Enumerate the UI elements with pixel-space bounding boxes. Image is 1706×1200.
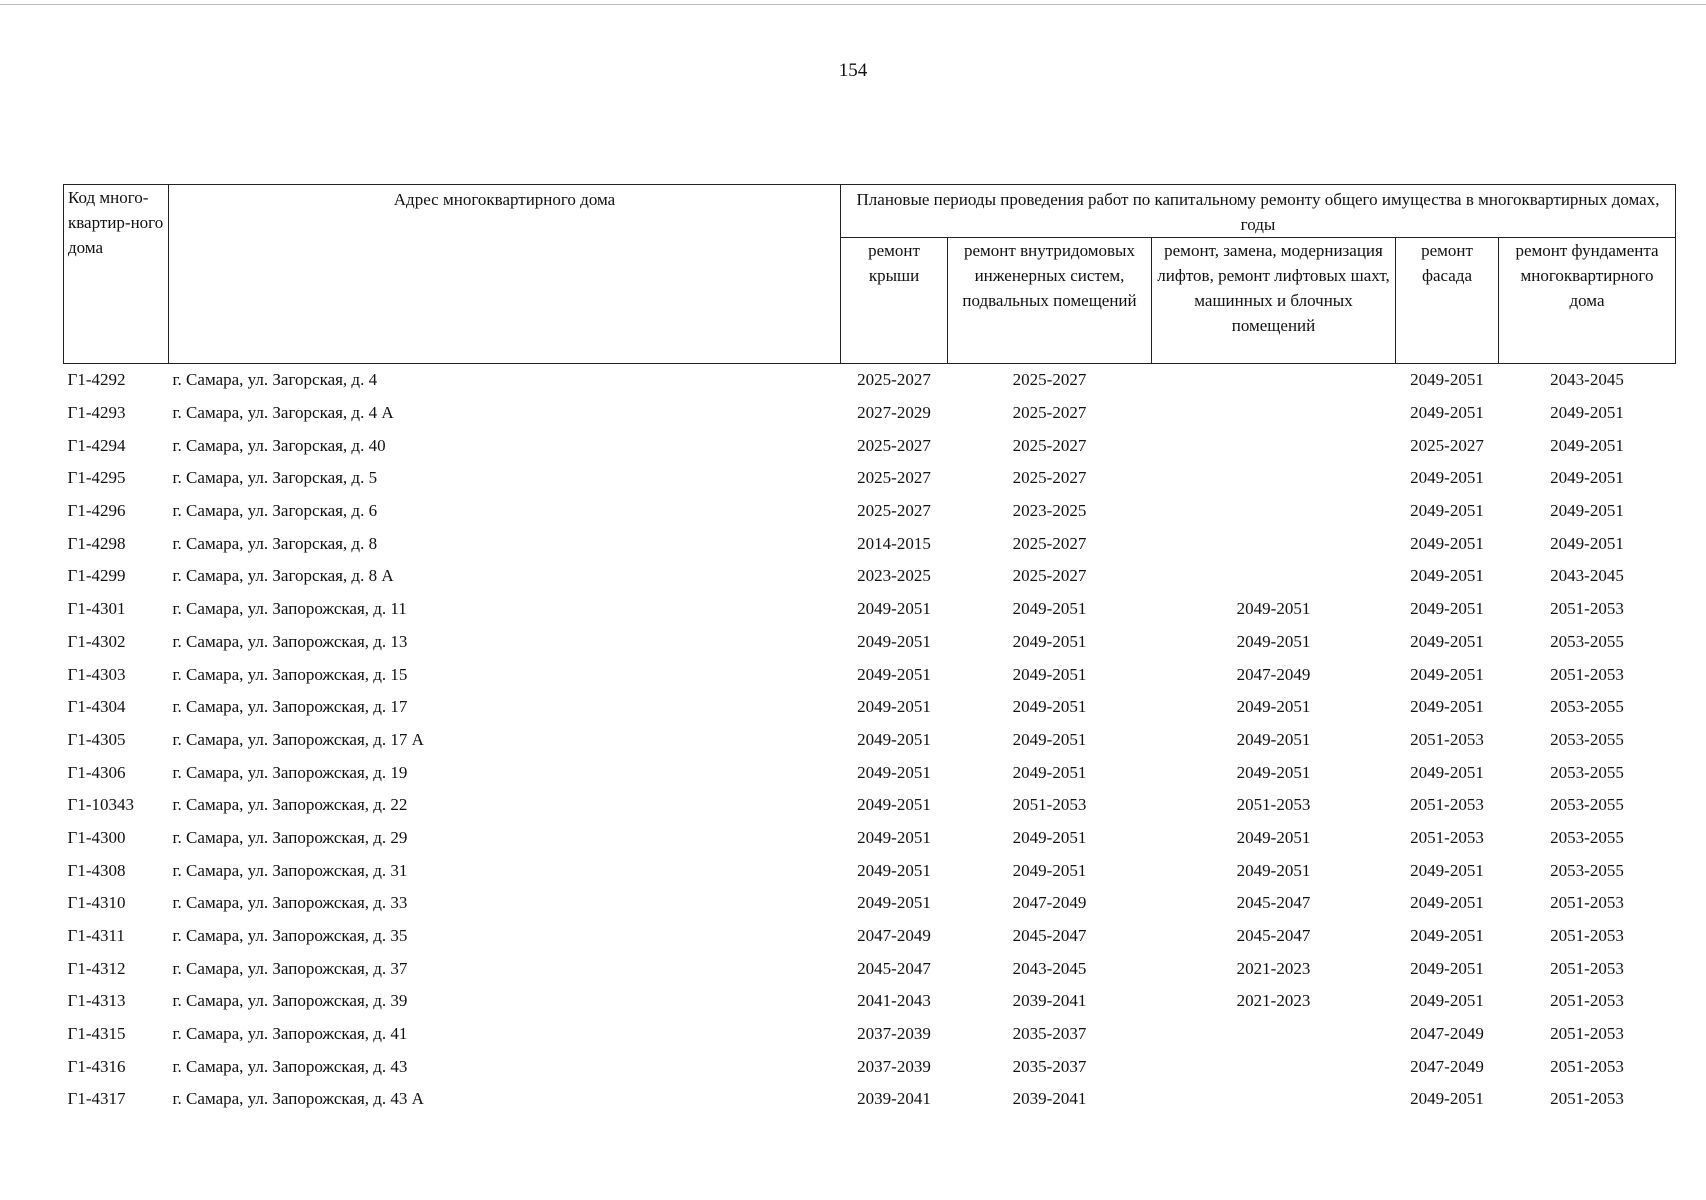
table-row <box>64 1050 1676 1083</box>
cell-address: г. Самара, ул. Загорская, д. 6 <box>172 501 378 521</box>
cell-address: г. Самара, ул. Запорожская, д. 43 <box>172 1056 408 1076</box>
cell-systems: 2025-2027 <box>1012 403 1087 423</box>
cell-lifts <box>1152 462 1396 495</box>
cell-systems: 2049-2051 <box>1012 631 1087 651</box>
cell-facade: 2049-2051 <box>1410 958 1484 978</box>
cell-lifts <box>1152 429 1396 462</box>
cell-address: г. Самара, ул. Загорская, д. 8 А <box>172 566 394 586</box>
cell-roof: 2049-2051 <box>857 729 931 749</box>
cell-lifts: 2045-2047 <box>1236 926 1311 946</box>
cell-code: Г1-4293 <box>67 403 126 423</box>
cell-foundation: 2051-2053 <box>1550 893 1624 913</box>
cell-systems: 2025-2027 <box>1012 468 1087 488</box>
cell-code: Г1-4303 <box>67 664 126 684</box>
cell-code: Г1-4306 <box>67 762 126 782</box>
cell-address: г. Самара, ул. Запорожская, д. 35 <box>172 926 408 946</box>
table-row <box>64 626 1676 659</box>
cell-code: Г1-4316 <box>67 1056 126 1076</box>
cell-facade: 2049-2051 <box>1410 468 1484 488</box>
cell-facade: 2049-2051 <box>1410 860 1484 880</box>
cell-systems: 2047-2049 <box>1012 893 1087 913</box>
cell-lifts <box>1152 1018 1396 1051</box>
cell-address: г. Самара, ул. Запорожская, д. 19 <box>172 762 408 782</box>
cell-roof: 2025-2027 <box>857 370 931 390</box>
cell-foundation: 2049-2051 <box>1550 468 1624 488</box>
cell-roof: 2049-2051 <box>857 827 931 847</box>
header-lift-repair: ремонт, замена, модернизация лифтов, ремонт лифтовых шахт, машинных и блочных помещений <box>1152 238 1396 364</box>
cell-systems: 2049-2051 <box>1012 762 1087 782</box>
cell-facade: 2049-2051 <box>1410 403 1484 423</box>
cell-facade: 2047-2049 <box>1410 1024 1484 1044</box>
cell-foundation: 2049-2051 <box>1550 403 1624 423</box>
table-row <box>64 887 1676 920</box>
cell-systems: 2035-2037 <box>1012 1056 1087 1076</box>
header-facade-repair: ремонт фасада <box>1396 238 1499 364</box>
cell-address: г. Самара, ул. Запорожская, д. 41 <box>172 1024 408 1044</box>
cell-roof: 2039-2041 <box>857 1089 931 1109</box>
cell-lifts: 2045-2047 <box>1236 893 1311 913</box>
cell-code: Г1-4300 <box>67 827 126 847</box>
cell-facade: 2049-2051 <box>1410 697 1484 717</box>
cell-foundation: 2051-2053 <box>1550 958 1624 978</box>
table-row <box>64 560 1676 593</box>
cell-address: г. Самара, ул. Запорожская, д. 39 <box>172 991 408 1011</box>
cell-facade: 2049-2051 <box>1410 991 1484 1011</box>
cell-foundation: 2049-2051 <box>1550 435 1624 455</box>
cell-roof: 2049-2051 <box>857 893 931 913</box>
cell-foundation: 2053-2055 <box>1550 697 1624 717</box>
cell-facade: 2049-2051 <box>1410 533 1484 553</box>
cell-address: г. Самара, ул. Запорожская, д. 17 <box>172 697 408 717</box>
cell-foundation: 2049-2051 <box>1550 533 1624 553</box>
cell-foundation: 2043-2045 <box>1550 566 1624 586</box>
cell-systems: 2025-2027 <box>1012 566 1087 586</box>
cell-systems: 2049-2051 <box>1012 860 1087 880</box>
cell-lifts: 2047-2049 <box>1236 664 1311 684</box>
cell-code: Г1-4317 <box>67 1089 126 1109</box>
cell-lifts: 2049-2051 <box>1236 631 1311 651</box>
cell-foundation: 2051-2053 <box>1550 664 1624 684</box>
cell-facade: 2049-2051 <box>1410 762 1484 782</box>
cell-foundation: 2051-2053 <box>1550 1056 1624 1076</box>
cell-address: г. Самара, ул. Запорожская, д. 15 <box>172 664 408 684</box>
cell-roof: 2014-2015 <box>857 533 931 553</box>
cell-foundation: 2053-2055 <box>1550 795 1624 815</box>
cell-facade: 2051-2053 <box>1410 729 1484 749</box>
table-row <box>64 462 1676 495</box>
cell-foundation: 2051-2053 <box>1550 1024 1624 1044</box>
cell-code: Г1-4298 <box>67 533 126 553</box>
cell-roof: 2049-2051 <box>857 697 931 717</box>
table-row <box>64 789 1676 822</box>
cell-systems: 2039-2041 <box>1012 991 1087 1011</box>
cell-address: г. Самара, ул. Запорожская, д. 37 <box>172 958 408 978</box>
table-row <box>64 527 1676 560</box>
table-row <box>64 1018 1676 1051</box>
cell-roof: 2049-2051 <box>857 664 931 684</box>
header-engineering-systems-repair: ремонт внутридомовых инженерных систем, подвальных помещений <box>948 238 1152 364</box>
cell-systems: 2049-2051 <box>1012 599 1087 619</box>
cell-roof: 2023-2025 <box>857 566 931 586</box>
cell-roof: 2049-2051 <box>857 599 931 619</box>
cell-systems: 2049-2051 <box>1012 729 1087 749</box>
cell-facade: 2049-2051 <box>1410 566 1484 586</box>
cell-facade: 2049-2051 <box>1410 1089 1484 1109</box>
cell-foundation: 2051-2053 <box>1550 1089 1624 1109</box>
cell-address: г. Самара, ул. Запорожская, д. 11 <box>172 599 407 619</box>
cell-code: Г1-4295 <box>67 468 126 488</box>
cell-roof: 2049-2051 <box>857 795 931 815</box>
cell-foundation: 2043-2045 <box>1550 370 1624 390</box>
cell-code: Г1-4313 <box>67 991 126 1011</box>
cell-lifts: 2021-2023 <box>1236 958 1311 978</box>
cell-systems: 2049-2051 <box>1012 664 1087 684</box>
cell-lifts: 2049-2051 <box>1236 599 1311 619</box>
cell-systems: 2043-2045 <box>1012 958 1087 978</box>
cell-facade: 2049-2051 <box>1410 599 1484 619</box>
cell-facade: 2049-2051 <box>1410 664 1484 684</box>
cell-foundation: 2051-2053 <box>1550 926 1624 946</box>
table-row <box>64 952 1676 985</box>
cell-facade: 2051-2053 <box>1410 827 1484 847</box>
cell-roof: 2025-2027 <box>857 501 931 521</box>
cell-address: г. Самара, ул. Запорожская, д. 43 А <box>172 1089 424 1109</box>
cell-lifts <box>1152 397 1396 430</box>
table-row <box>64 854 1676 887</box>
cell-foundation: 2053-2055 <box>1550 860 1624 880</box>
cell-code: Г1-4308 <box>67 860 126 880</box>
cell-roof: 2025-2027 <box>857 468 931 488</box>
cell-code: Г1-4294 <box>67 435 126 455</box>
cell-address: г. Самара, ул. Загорская, д. 8 <box>172 533 378 553</box>
cell-facade: 2049-2051 <box>1410 370 1484 390</box>
cell-address: г. Самара, ул. Загорская, д. 5 <box>172 468 378 488</box>
table-row <box>64 724 1676 757</box>
header-planned-periods: Плановые периоды проведения работ по капитальному ремонту общего имущества в многоквартирных домах, годы <box>841 185 1676 238</box>
cell-systems: 2049-2051 <box>1012 697 1087 717</box>
cell-facade: 2049-2051 <box>1410 893 1484 913</box>
cell-systems: 2025-2027 <box>1012 533 1087 553</box>
cell-code: Г1-4305 <box>67 729 126 749</box>
header-address: Адрес многоквартирного дома <box>169 185 841 364</box>
cell-foundation: 2053-2055 <box>1550 827 1624 847</box>
cell-address: г. Самара, ул. Запорожская, д. 17 А <box>172 729 424 749</box>
cell-lifts <box>1152 495 1396 528</box>
cell-code: Г1-10343 <box>67 795 134 815</box>
cell-systems: 2051-2053 <box>1012 795 1087 815</box>
cell-roof: 2049-2051 <box>857 631 931 651</box>
header-house-code: Код много-квартир-ного дома <box>64 185 169 364</box>
cell-lifts: 2049-2051 <box>1236 762 1311 782</box>
table-row <box>64 691 1676 724</box>
cell-lifts: 2049-2051 <box>1236 729 1311 749</box>
cell-roof: 2049-2051 <box>857 762 931 782</box>
cell-address: г. Самара, ул. Запорожская, д. 31 <box>172 860 408 880</box>
cell-code: Г1-4304 <box>67 697 126 717</box>
table-row <box>64 593 1676 626</box>
cell-roof: 2047-2049 <box>857 926 931 946</box>
table-row <box>64 920 1676 953</box>
cell-lifts: 2049-2051 <box>1236 827 1311 847</box>
capital-repair-plan-table <box>63 184 1676 1116</box>
cell-code: Г1-4311 <box>67 926 125 946</box>
cell-facade: 2051-2053 <box>1410 795 1484 815</box>
cell-code: Г1-4292 <box>67 370 126 390</box>
cell-systems: 2035-2037 <box>1012 1024 1087 1044</box>
cell-address: г. Самара, ул. Запорожская, д. 29 <box>172 827 408 847</box>
cell-code: Г1-4310 <box>67 893 126 913</box>
cell-lifts: 2049-2051 <box>1236 697 1311 717</box>
cell-lifts <box>1152 364 1396 397</box>
cell-systems: 2023-2025 <box>1012 501 1087 521</box>
cell-facade: 2025-2027 <box>1410 435 1484 455</box>
header-foundation-repair: ремонт фундамента многоквартирного дома <box>1499 238 1676 364</box>
cell-code: Г1-4296 <box>67 501 126 521</box>
table-row <box>64 756 1676 789</box>
cell-systems: 2049-2051 <box>1012 827 1087 847</box>
scan-edge-line <box>0 4 1706 5</box>
cell-systems: 2039-2041 <box>1012 1089 1087 1109</box>
cell-foundation: 2049-2051 <box>1550 501 1624 521</box>
cell-roof: 2049-2051 <box>857 860 931 880</box>
cell-foundation: 2053-2055 <box>1550 729 1624 749</box>
cell-systems: 2025-2027 <box>1012 435 1087 455</box>
cell-foundation: 2053-2055 <box>1550 762 1624 782</box>
cell-roof: 2045-2047 <box>857 958 931 978</box>
cell-systems: 2025-2027 <box>1012 370 1087 390</box>
cell-address: г. Самара, ул. Загорская, д. 4 <box>172 370 378 390</box>
cell-roof: 2037-2039 <box>857 1024 931 1044</box>
cell-lifts: 2021-2023 <box>1236 991 1311 1011</box>
cell-foundation: 2051-2053 <box>1550 991 1624 1011</box>
cell-facade: 2047-2049 <box>1410 1056 1484 1076</box>
cell-lifts <box>1152 527 1396 560</box>
table-row <box>64 985 1676 1018</box>
cell-address: г. Самара, ул. Загорская, д. 40 <box>172 435 386 455</box>
cell-code: Г1-4301 <box>67 599 126 619</box>
table-row <box>64 658 1676 691</box>
cell-roof: 2025-2027 <box>857 435 931 455</box>
table-body <box>64 364 1676 1116</box>
header-roof-repair: ремонт крыши <box>841 238 948 364</box>
cell-address: г. Самара, ул. Запорожская, д. 22 <box>172 795 408 815</box>
page-number: 154 <box>838 60 868 81</box>
cell-lifts <box>1152 560 1396 593</box>
cell-foundation: 2051-2053 <box>1550 599 1624 619</box>
table-row <box>64 1083 1676 1116</box>
table-row <box>64 495 1676 528</box>
cell-address: г. Самара, ул. Запорожская, д. 33 <box>172 893 408 913</box>
cell-facade: 2049-2051 <box>1410 631 1484 651</box>
cell-facade: 2049-2051 <box>1410 501 1484 521</box>
cell-code: Г1-4312 <box>67 958 126 978</box>
table-row <box>64 364 1676 397</box>
cell-lifts: 2051-2053 <box>1236 795 1311 815</box>
cell-lifts <box>1152 1083 1396 1116</box>
cell-code: Г1-4302 <box>67 631 126 651</box>
cell-systems: 2045-2047 <box>1012 926 1087 946</box>
cell-lifts <box>1152 1050 1396 1083</box>
cell-facade: 2049-2051 <box>1410 926 1484 946</box>
table-row <box>64 429 1676 462</box>
cell-address: г. Самара, ул. Загорская, д. 4 А <box>172 403 394 423</box>
cell-roof: 2037-2039 <box>857 1056 931 1076</box>
table-row <box>64 822 1676 855</box>
cell-code: Г1-4315 <box>67 1024 126 1044</box>
cell-roof: 2027-2029 <box>857 403 931 423</box>
cell-code: Г1-4299 <box>67 566 126 586</box>
cell-lifts: 2049-2051 <box>1236 860 1311 880</box>
cell-roof: 2041-2043 <box>857 991 931 1011</box>
table-row <box>64 397 1676 430</box>
cell-address: г. Самара, ул. Запорожская, д. 13 <box>172 631 408 651</box>
cell-foundation: 2053-2055 <box>1550 631 1624 651</box>
